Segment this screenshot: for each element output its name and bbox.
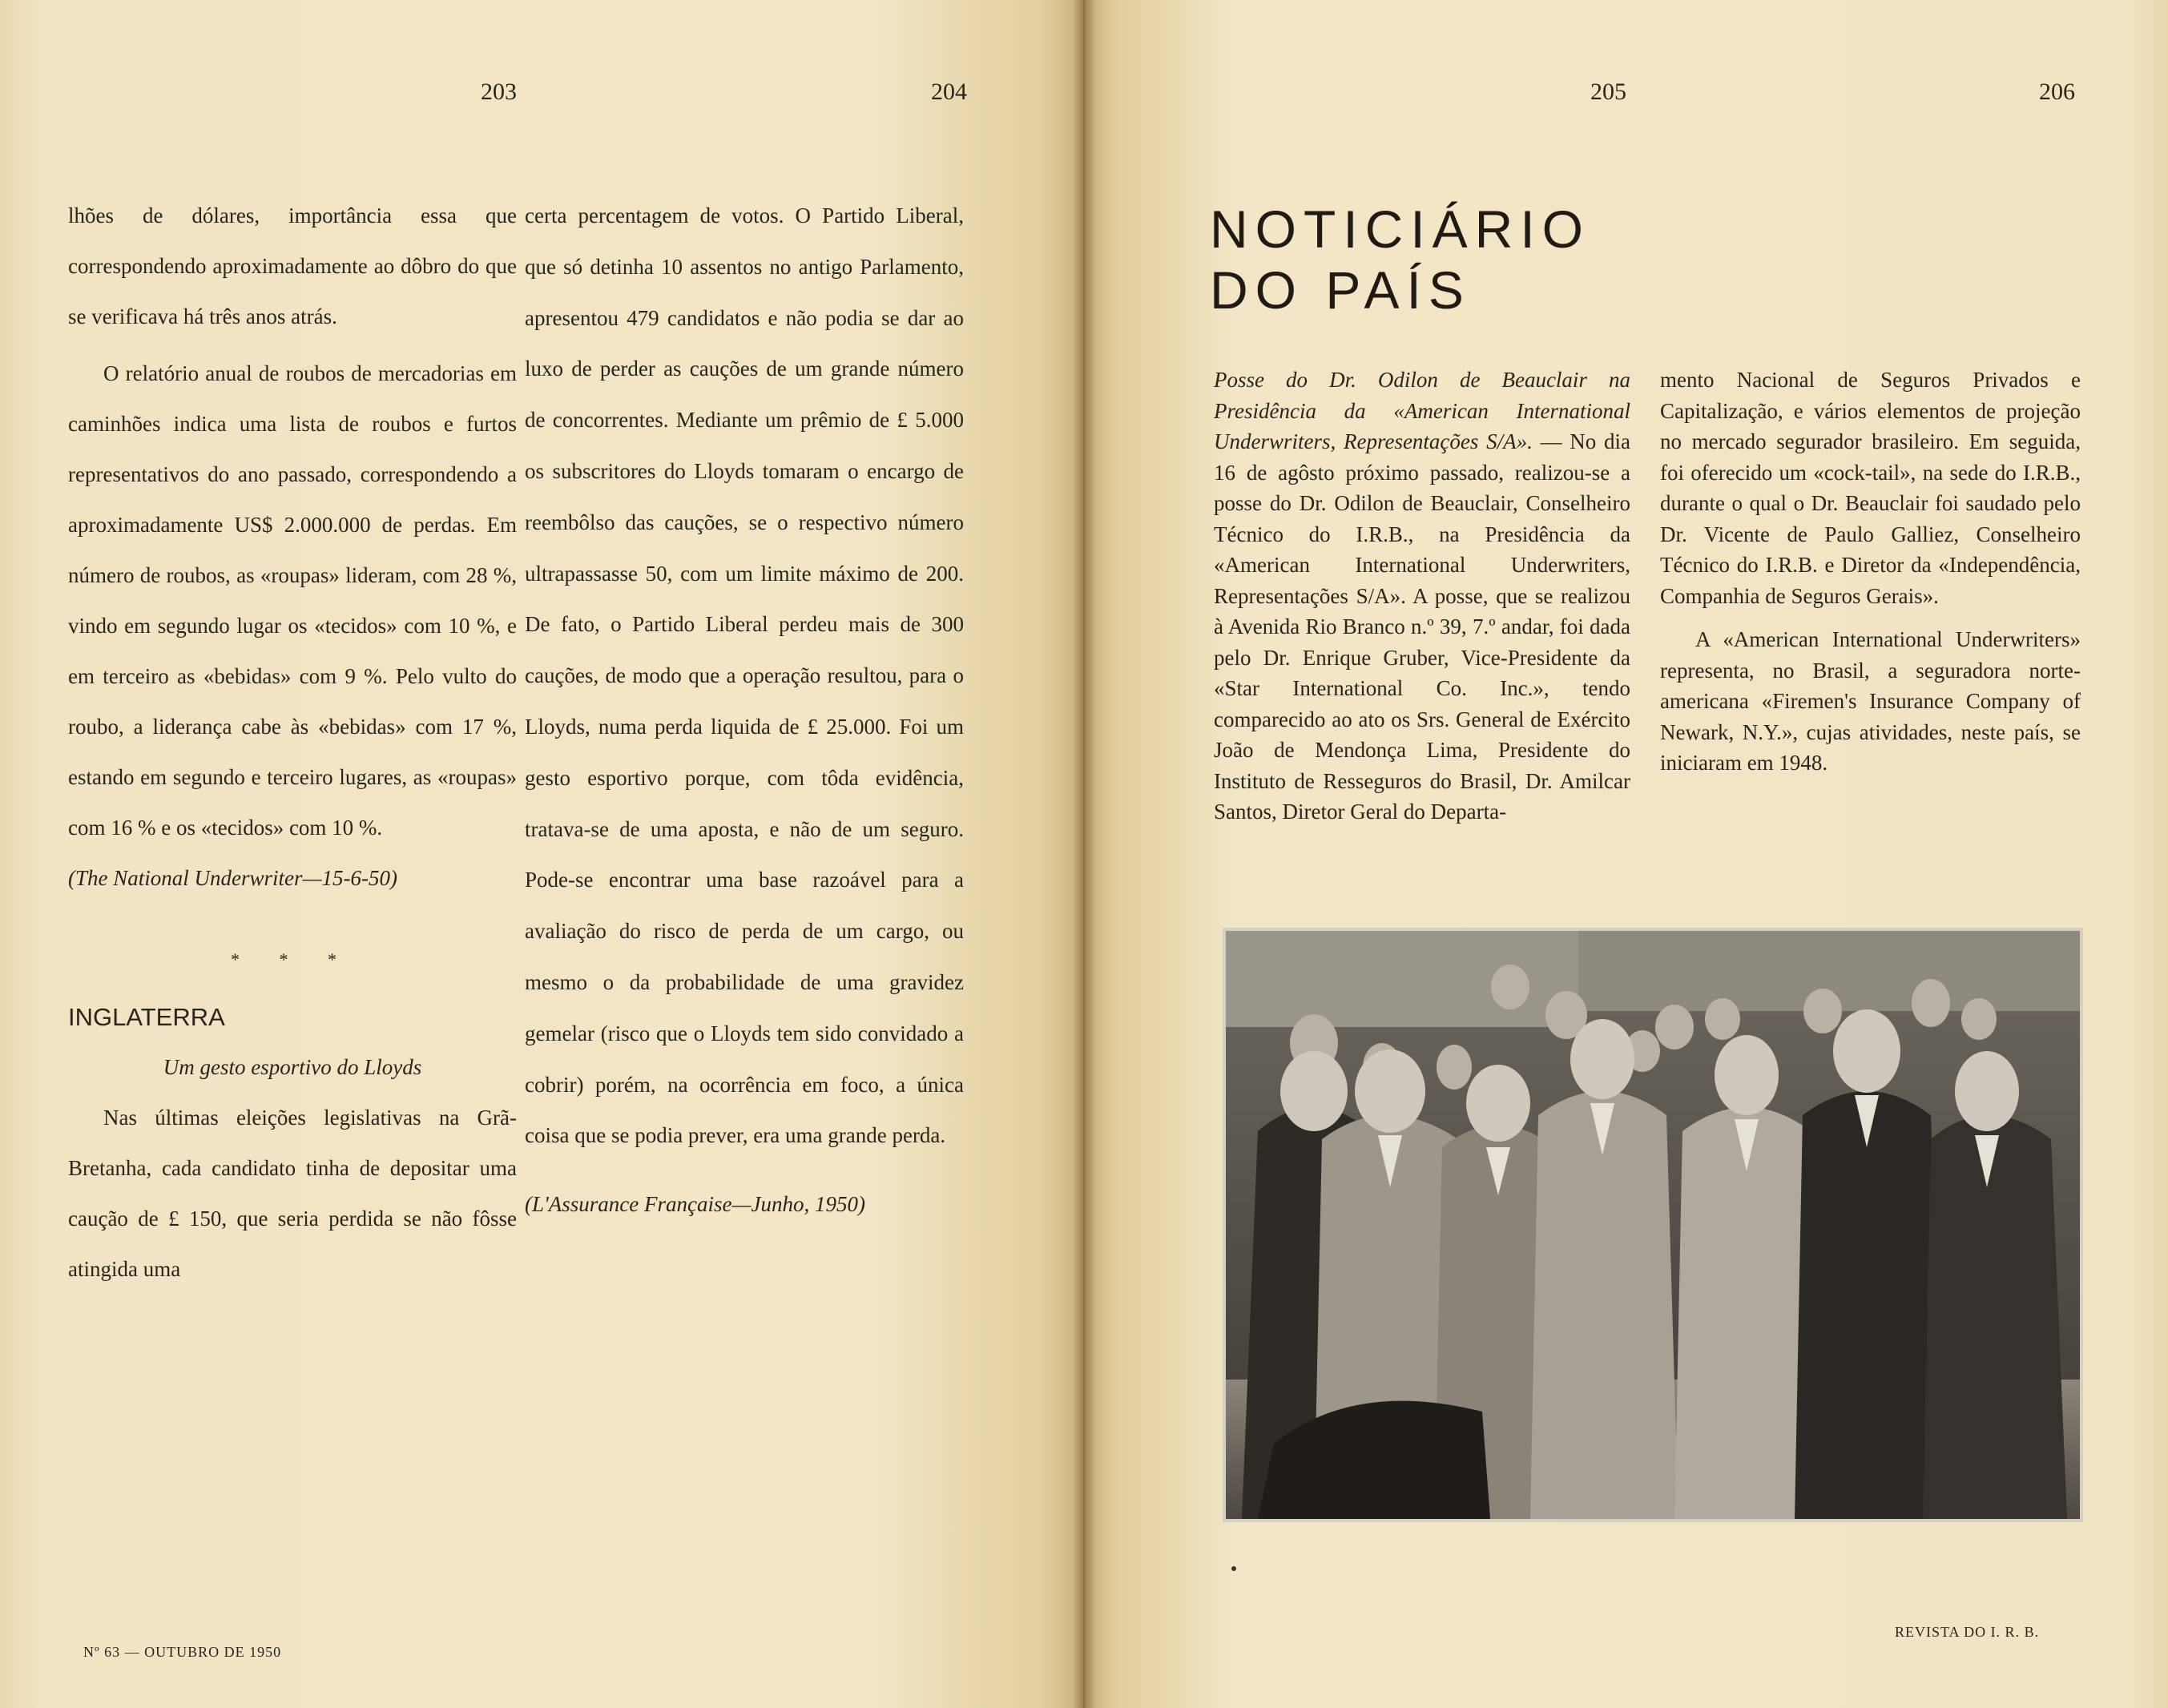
- article-paragraph: A «American International Underwriters» representa, no Brasil, a seguradora norte-americana «Firemen's Insurance Company of Newark, N.Y.», cujas atividades, neste país, se iniciaram em 1948.: [1660, 627, 2081, 775]
- group-photo-image: [1226, 931, 2080, 1519]
- article-subtitle: Um gesto esportivo do Lloyds: [163, 1055, 422, 1079]
- headline-line-1: NOTICIÁRIO: [1210, 199, 1591, 259]
- page-number-204: 204: [931, 79, 967, 105]
- article-paragraph: lhões de dólares, importância essa que correspondendo aproximadamente ao dôbro do que se verificava há três anos atrás.: [68, 203, 517, 328]
- book-gutter: [1072, 0, 1096, 1708]
- article-paragraph: O relatório anual de roubos de mercadorias em caminhões indica uma lista de roubos e furtos representativos do ano passado, correspondendo a aproximadamente US$ 2.000.000 de perdas. Em número de roubos, as «roupas» lideram, com 28 %, vindo em segundo lugar os «tecidos» com 10 %, e em terceiro as «bebidas» com 9 %. Pelo vulto do roubo, a liderança cabe às «bebidas» com 17 %, estando em segundo e terceiro lugares, as «roupas» com 16 % e os «tecidos» com 10 %.: [68, 361, 517, 840]
- column-page-205: [1214, 365, 1630, 828]
- headline-line-2: DO PAÍS: [1210, 260, 1471, 320]
- source-citation: (L'Assurance Française—Junho, 1950): [525, 1192, 865, 1217]
- source-citation: (The National Underwriter—15-6-50): [68, 866, 397, 890]
- article-body: — No dia 16 de agôsto próximo passado, realizou-se a posse do Dr. Odilon de Beauclair, Conselheiro Técnico do I.R.B., na Presidência da «American International Underwriters, Representações S/A». A posse, que se realizou à Avenida Rio Branco n.º 39, 7.º andar, foi dada pelo Dr. Enrique Gruber, Vice-Presidente da «Star International Co. Inc.», tendo comparecido ao ato os Srs. General de Exército João de Mendonça Lima, Presidente do Instituto de Resseguros do Brasil, Dr. Amilcar Santos, Diretor Geral do Departa-: [1214, 429, 1631, 824]
- article-paragraph: certa percentagem de votos. O Partido Liberal, que só detinha 10 assentos no antigo Parlamento, apresentou 479 candidatos e não podia se dar ao luxo de perder as cauções de um grande número de concorrentes. Mediante um prêmio de £ 5.000 os subscritores do Lloyds tomaram o encargo de reembôlso das cauções, se o respectivo número ultrapassasse 50, com um limite máximo de 200. De fato, o Partido Liberal perdeu mais de 300 cauções, de modo que a operação resultou, para o Lloyds, numa perda liquida de £ 25.000. Foi um gesto esportivo porque, com tôda evidência, tratava-se de uma aposta, e não de um seguro. Pode-se encontrar uma base razoável para a avaliação do risco de perda de um cargo, ou mesmo o da probabilidade de uma gravidez gemelar (risco que o Lloyds tem sido convidado a cobrir) porém, na ocorrência em foco, a única coisa que se podia prever, era uma grande perda.: [525, 203, 964, 1148]
- article-paragraph: mento Nacional de Seguros Privados e Capitalização, e vários elementos de projeção no mercado segurador brasileiro. Em seguida, foi oferecido um «cock-tail», na sede do I.R.B., durante o qual o Dr. Beauclair foi saudado pelo Dr. Vicente de Paulo Galliez, Conselheiro Técnico do I.R.B. e Diretor da «Independência, Companhia de Seguros Gerais».: [1660, 368, 2081, 608]
- page-number-203: 203: [481, 79, 517, 105]
- footer-journal: REVISTA DO I. R. B.: [1895, 1624, 2040, 1640]
- page-number-205: 205: [1590, 79, 1626, 105]
- article-title: Posse do Dr. Odilon de Beauclair na Presidência da «American International Underwriters, Representações S/A».: [1214, 368, 1630, 453]
- section-headline: [1210, 199, 1590, 320]
- section-divider: * * *: [231, 949, 354, 969]
- page-number-206: 206: [2039, 79, 2075, 105]
- footer-issue: Nº 63 — OUTUBRO DE 1950: [83, 1644, 282, 1660]
- column-page-204: [525, 191, 964, 1231]
- column-page-203: [68, 191, 517, 1295]
- column-page-206: [1660, 365, 2081, 779]
- group-photo: [1223, 928, 2083, 1522]
- article-paragraph: Nas últimas eleições legislativas na Grã-Bretanha, cada candidato tinha de depositar uma caução de £ 150, que seria perdida se não fôsse atingida uma: [68, 1106, 517, 1281]
- print-speck: [1231, 1566, 1236, 1571]
- section-heading: INGLATERRA: [68, 1003, 225, 1031]
